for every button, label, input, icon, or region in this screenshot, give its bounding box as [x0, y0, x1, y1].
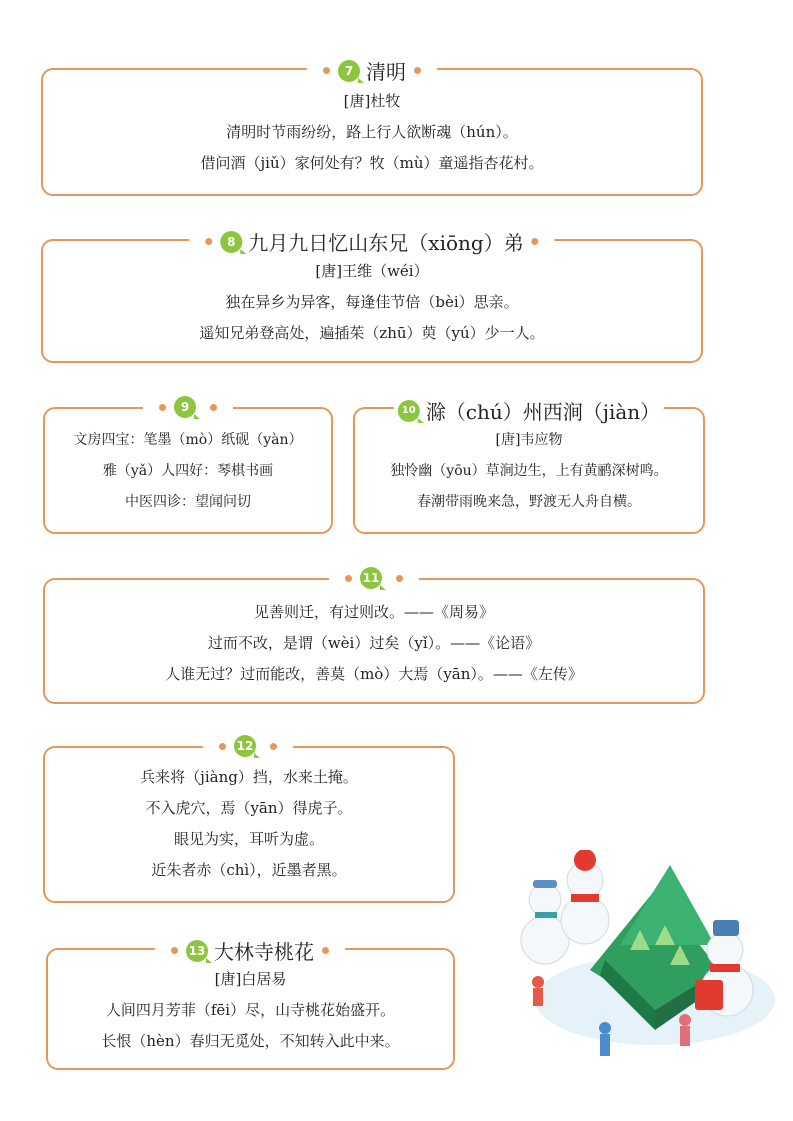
- dot-icon: [159, 404, 166, 411]
- poem-line: 独怜幽（yōu）草涧边生，上有黄鹂深树鸣。: [390, 463, 668, 479]
- dot-icon: [205, 238, 212, 245]
- poem-body-7: [41, 86, 703, 179]
- dot-icon: [270, 743, 277, 750]
- poem-title: 滁（chú）州西涧（jiàn）: [425, 400, 661, 424]
- number-badge: 8: [220, 231, 242, 253]
- poem-header-7: [307, 56, 437, 85]
- poem-title: 九月九日忆山东兄（xiōng）弟: [248, 231, 524, 255]
- poem-body-8: [41, 256, 703, 349]
- poem-title: 清明: [366, 60, 406, 84]
- poem-author: [唐]白居易: [214, 970, 287, 988]
- dot-icon: [396, 575, 403, 582]
- poem-body-9: [43, 425, 333, 518]
- poem-line: 过而不改，是谓（wèi）过矣（yǐ）。——《论语》: [207, 634, 541, 652]
- poem-body-10: [353, 425, 705, 518]
- poem-line: 清明时节雨纷纷，路上行人欲断魂（hún）。: [226, 123, 518, 141]
- poem-line: 中医四诊：望闻问切: [125, 494, 251, 510]
- poem-body-11: [43, 597, 705, 690]
- winter-snowman-illustration: [505, 850, 780, 1090]
- poem-line: 见善则迁，有过则改。——《周易》: [253, 603, 494, 621]
- poem-header-8: [189, 227, 554, 256]
- poem-line: 人谁无过？过而能改，善莫（mò）大焉（yān）。——《左传》: [165, 665, 583, 683]
- poem-line: 文房四宝：笔墨（mò）纸砚（yàn）: [73, 432, 303, 448]
- poem-body-12: [43, 762, 455, 886]
- number-badge: 9: [174, 396, 196, 418]
- poem-body-13: [46, 964, 455, 1057]
- poem-header-13: [155, 936, 345, 965]
- dot-icon: [323, 67, 330, 74]
- dot-icon: [210, 404, 217, 411]
- poem-line: 兵来将（jiàng）挡，水来土掩。: [140, 768, 358, 786]
- poem-header-11: [329, 567, 419, 589]
- poem-line: 长恨（hèn）春归无觅处，不知转入此中来。: [101, 1032, 400, 1050]
- number-badge: 10: [398, 400, 420, 422]
- dot-icon: [322, 947, 329, 954]
- poem-line: 遥知兄弟登高处，遍插茱（zhū）萸（yú）少一人。: [199, 324, 545, 342]
- dot-icon: [219, 743, 226, 750]
- poem-line: 眼见为实，耳听为虚。: [173, 830, 324, 848]
- poem-header-10: [394, 396, 664, 425]
- poem-line: 近朱者赤（chì），近墨者黑。: [151, 861, 347, 879]
- poem-line: 独在异乡为异客，每逢佳节倍（bèi）思亲。: [225, 293, 519, 311]
- poem-author: [唐]杜牧: [343, 92, 401, 110]
- dot-icon: [171, 947, 178, 954]
- number-badge: 7: [338, 60, 360, 82]
- dot-icon: [414, 67, 421, 74]
- poem-line: 借问酒（jiǔ）家何处有？牧（mù）童遥指杏花村。: [200, 154, 544, 172]
- poem-header-9: [143, 396, 233, 418]
- poem-line: 雅（yǎ）人四好：琴棋书画: [102, 463, 274, 479]
- poem-line: 不入虎穴，焉（yān）得虎子。: [145, 799, 353, 817]
- number-badge: 12: [234, 735, 256, 757]
- dot-icon: [532, 238, 539, 245]
- poem-line: 春潮带雨晚来急，野渡无人舟自横。: [417, 494, 641, 510]
- number-badge: 13: [186, 940, 208, 962]
- poem-author: [唐]韦应物: [495, 432, 563, 448]
- poem-title: 大林寺桃花: [214, 940, 314, 964]
- dot-icon: [345, 575, 352, 582]
- number-badge: 11: [360, 567, 382, 589]
- poem-author: [唐]王维（wéi）: [315, 262, 429, 280]
- poem-header-12: [203, 735, 293, 757]
- poem-line: 人间四月芳菲（fēi）尽，山寺桃花始盛开。: [105, 1001, 396, 1019]
